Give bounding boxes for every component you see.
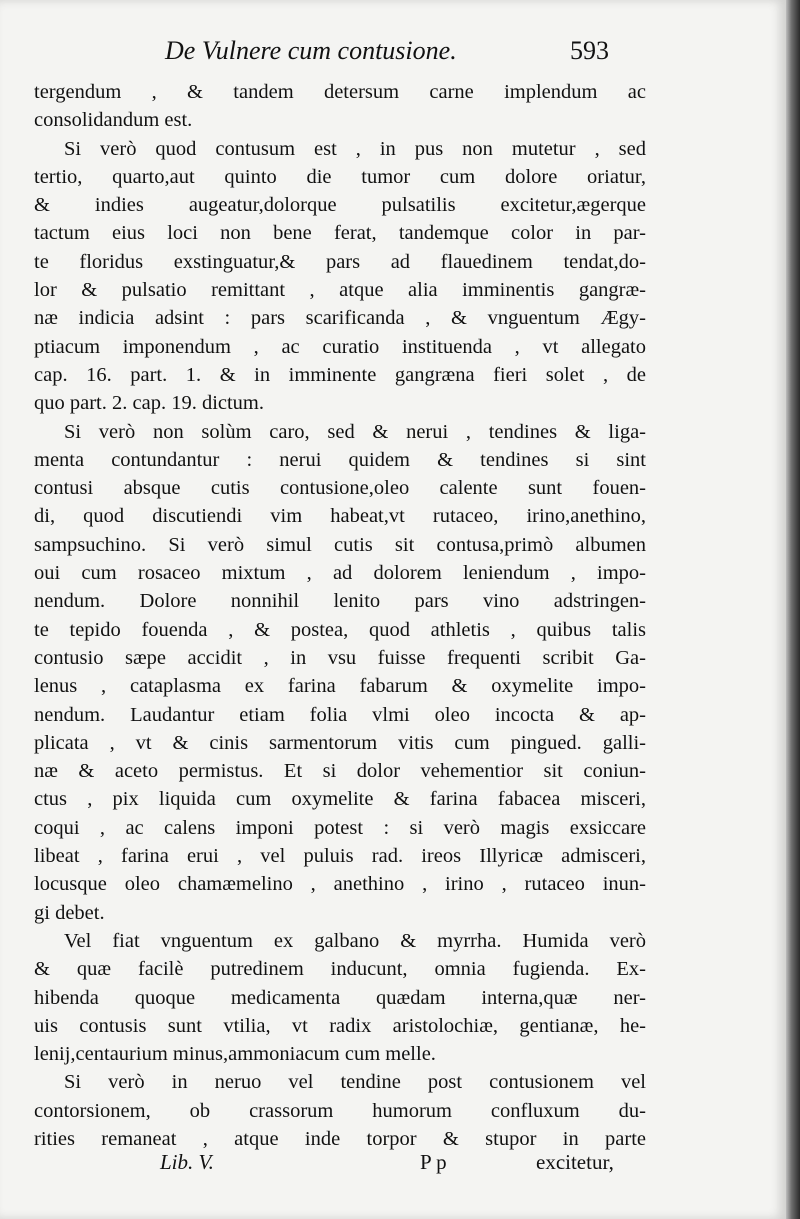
text-line: di, quod discutiendi vim habeat,vt rutaceo, irino,anethino, (34, 505, 646, 528)
text-line: tergendum , & tandem detersum carne implendum ac (34, 81, 646, 103)
text-line: Vel fiat vnguentum ex galbano & myrrha. Humida verò (64, 929, 646, 952)
text-line: ptiacum imponendum , ac curatio instituenda , vt allegato (34, 335, 646, 358)
text-line: uis contusis sunt vtilia, vt radix aristolochiæ, gentianæ, he- (34, 1014, 646, 1037)
text-line: coqui , ac calens imponi potest : si verò magis exsiccare (34, 816, 646, 839)
text-line: contusio sæpe accidit , in vsu fuisse frequenti scribit Ga- (34, 646, 646, 669)
signature-mark: P p (420, 1150, 447, 1174)
text-line: tertio, quarto,aut quinto die tumor cum dolore oriatur, (34, 165, 646, 188)
page-edge-shadow (786, 0, 800, 1219)
catchword: excitetur, (536, 1150, 614, 1174)
text-line: nendum. Laudantur etiam folia vlmi oleo incocta & ap- (34, 703, 646, 726)
text-line: Si verò quod contusum est , in pus non mutetur , sed (64, 137, 646, 160)
text-line: consolidandum est. (34, 109, 193, 132)
text-line: plicata , vt & cinis sarmentorum vitis cum pingued. galli- (34, 731, 646, 754)
text-line: gi debet. (34, 901, 105, 924)
text-line: quo part. 2. cap. 19. dictum. (34, 392, 265, 415)
text-line: contusi absque cutis contusione,oleo calente sunt fouen- (34, 477, 646, 500)
text-line: næ indicia adsint : pars scarificanda , & vnguentum Ægy- (34, 307, 646, 330)
body-text (34, 78, 646, 1153)
book-signature: Lib. V. (160, 1150, 214, 1174)
text-line: cap. 16. part. 1. & in imminente gangræna fieri solet , de (34, 363, 646, 386)
text-line: oui cum rosaceo mixtum , ad dolorem leniendum , impo- (34, 562, 646, 585)
text-line: Si verò non solùm caro, sed & nerui , tendines & liga- (64, 420, 646, 443)
text-line: lenij,centaurium minus,ammoniacum cum melle. (34, 1043, 436, 1066)
text-line: rities remaneat , atque inde torpor & stupor in parte (34, 1127, 646, 1150)
text-line: lenus , cataplasma ex farina fabarum & oxymelite impo- (34, 675, 646, 698)
text-line: ctus , pix liquida cum oxymelite & farina fabacea misceri, (34, 788, 646, 811)
text-line: & quæ facilè putredinem inducunt, omnia fugienda. Ex- (34, 958, 646, 981)
text-line: næ & aceto permistus. Et si dolor vehementior sit coniun- (34, 760, 646, 783)
page-footer (0, 1150, 786, 1184)
text-line: locusque oleo chamæmelino , anethino , irino , rutaceo inun- (34, 873, 646, 896)
text-line: libeat , farina erui , vel puluis rad. ireos Illyricæ admisceri, (34, 845, 646, 868)
text-line: lor & pulsatio remittant , atque alia imminentis gangræ- (34, 279, 646, 302)
text-line: sampsuchino. Si verò simul cutis sit contusa,primò albumen (34, 533, 646, 556)
text-line: nendum. Dolore nonnihil lenito pars vino adstringen- (34, 590, 646, 613)
text-line: te tepido fouenda , & postea, quod athletis , quibus talis (34, 618, 646, 641)
text-line: & indies augeatur,dolorque pulsatilis excitetur,ægerque (34, 194, 646, 217)
text-line: contorsionem, ob crassorum humorum confluxum du- (34, 1099, 646, 1122)
text-line: menta contundantur : nerui quidem & tendines si sint (34, 448, 646, 471)
page-number: 593 (570, 36, 609, 65)
text-line: Si verò in neruo vel tendine post contusionem vel (64, 1071, 646, 1094)
running-header (0, 36, 786, 76)
text-line: hibenda quoque medicamenta quædam interna,quæ ner- (34, 986, 646, 1009)
text-line: te floridus exstinguatur,& pars ad flauedinem tendat,do- (34, 250, 646, 273)
running-title: De Vulnere cum contusione. (165, 36, 457, 65)
text-line: tactum eius loci non bene ferat, tandemque color in par- (34, 222, 646, 245)
